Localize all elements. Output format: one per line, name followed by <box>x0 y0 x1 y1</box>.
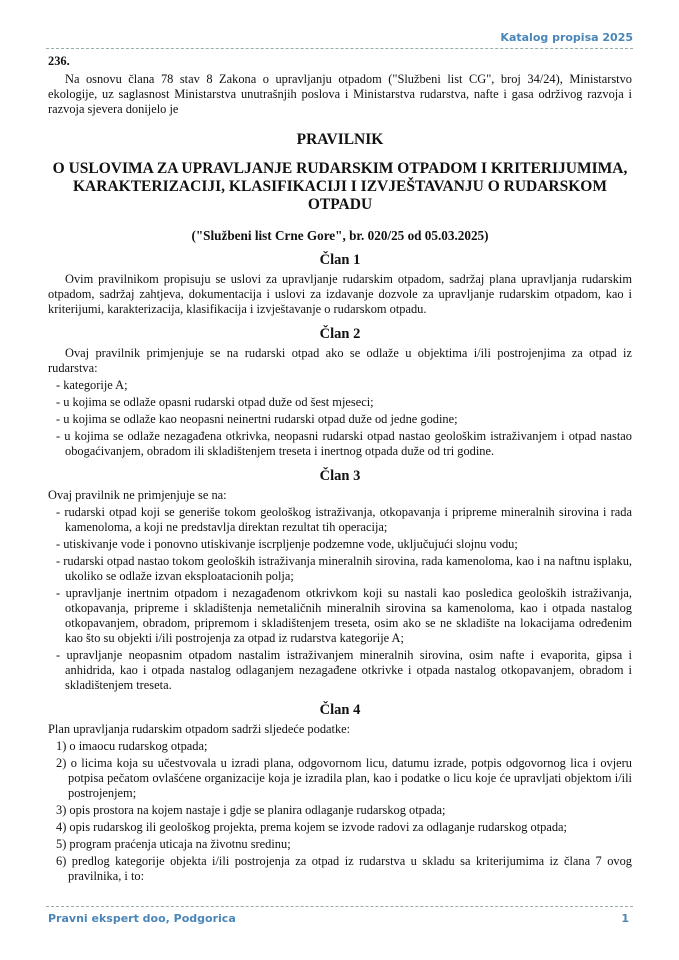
article-2-heading: Član 2 <box>319 326 361 342</box>
list-item: 3) opis prostora na kojem nastaje i gdje se planira odlaganje rudarskog otpada; <box>56 803 446 817</box>
list-item: 1) o imaocu rudarskog otpada; <box>56 739 208 753</box>
article-3-heading: Član 3 <box>319 468 361 484</box>
page-number: 1 <box>621 912 629 925</box>
document-title: PRAVILNIK <box>296 131 384 148</box>
article-4-heading: Član 4 <box>319 702 361 718</box>
regulation-number: 236. <box>48 54 70 68</box>
list-item: 5) program praćenja uticaja na životnu sredinu; <box>56 837 291 851</box>
list-item: 4) opis rudarskog ili geološkog projekta, prema kojem se izvode radovi za odlaganje rudarskog otpada; <box>56 820 567 834</box>
article-1-heading: Član 1 <box>319 252 361 268</box>
article-3-text: Ovaj pravilnik ne primjenjuje se na: <box>48 488 227 502</box>
gazette-reference: ("Službeni list Crne Gore", br. 020/25 od 05.03.2025) <box>191 228 489 243</box>
list-item: - kategorije A; <box>56 378 128 392</box>
article-1-text: Ovim pravilnikom propisuju se uslovi za upravljanje rudarskim otpadom, sadržaj plana upravljanja rudarskim otpadom, sadržaj zahtjeva, dokumentacija i uslovi za izdavanje dozvole za upravljanje rudarskim otpadom, kao i kriterijumi, karakterizacija, klasifikacija i izvještavanje o rudarskom otpadu. <box>48 272 632 316</box>
list-item: - rudarski otpad koji se generiše tokom geološkog istraživanja, otkopavanja i pripreme mineralnih sirovina i rada kamenoloma, a koji ne predstavlja direktan rezultat tih operacija; <box>56 505 632 534</box>
list-item: - u kojima se odlaže kao neopasni neinertni rudarski otpad duže od jedne godine; <box>56 412 458 426</box>
list-item: - upravljanje neopasnim otpadom nastalim istraživanjem mineralnih sirovina, osim nafte i evaporita, gipsa i anhidrida, kao i otpada nastalog odlaganjem nezagađene otkrivke i otpada nastalog otkopavanjem, obradom i skladištenjem treseta. <box>56 648 632 692</box>
list-item: 2) o licima koja su učestvovala u izradi plana, odgovornom licu, datumu izrade, potpis odgovornog lica i ovjeru potpisa pečatom ovlašćene organizacije koja je izradila plan, kao i podatke o licu koje će upravljati objektom i/ili postrojenjem; <box>56 756 632 800</box>
publisher: Pravni ekspert doo, Podgorica <box>48 912 236 925</box>
list-item: - upravljanje inertnim otpadom i nezagađenom otkrivkom koji su nastali kao posledica geoloških istraživanja, otkopavanja, pripreme i skladištenja nemetaličnih mineralnih sirovina sa kamenoloma, kao i otpada nastalog otkopavanjem, obradom, pripremom i skladištenjem treseta, osim ako se ne skladište na lokacijama određenim kao što su objekti i/ili postrojenja za otpad iz rudarstva kategorije A; <box>56 586 632 645</box>
list-item: - u kojima se odlaže opasni rudarski otpad duže od šest mjeseci; <box>56 395 374 409</box>
list-item: - u kojima se odlaže nezagađena otkrivka, neopasni rudarski otpad nastao geološkim istraživanjem i otpad nastao obogaćivanjem, obradom ili skladištenjem treseta i inertnog otpada duže od tri godine. <box>56 429 632 458</box>
list-item: - utiskivanje vode i ponovno utiskivanje iscrpljenje podzemne vode, uključujući slojnu vodu; <box>56 537 518 551</box>
document-body <box>48 54 632 884</box>
catalog-title: Katalog propisa 2025 <box>500 31 633 44</box>
document-subtitle: O USLOVIMA ZA UPRAVLJANJE RUDARSKIM OTPADOM I KRITERIJUMIMA, KARAKTERIZACIJI, KLASIFIKACIJI I IZVJEŠTAVANJU O RUDARSKOM OTPADU <box>52 160 628 213</box>
preamble: Na osnovu člana 78 stav 8 Zakona o upravljanju otpadom ("Službeni list CG", broj 34/24), Ministarstvo ekologije, uz saglasnost Ministarstva unutrašnjih poslova i Ministarstva rudarstva, nafte i gasa održivog razvoja i razvoja sjevera donijelo je <box>48 72 632 116</box>
article-2-text: Ovaj pravilnik primjenjuje se na rudarski otpad ako se odlaže u objektima i/ili postrojenjima za otpad iz rudarstva: <box>48 346 632 375</box>
list-item: - rudarski otpad nastao tokom geoloških istraživanja mineralnih sirovina, rada kamenoloma, kao i na naftnu isplaku, ukoliko se odlaže izvan eksploatacionih polja; <box>56 554 633 583</box>
article-4-text: Plan upravljanja rudarskim otpadom sadrži sljedeće podatke: <box>48 722 351 736</box>
page-footer <box>46 906 633 927</box>
page-header <box>46 30 633 49</box>
list-item: 6) predlog kategorije objekta i/ili postrojenja za otpad iz rudarstva u skladu sa kriterijumima iz člana 7 ovog pravilnika, i to: <box>56 854 632 883</box>
